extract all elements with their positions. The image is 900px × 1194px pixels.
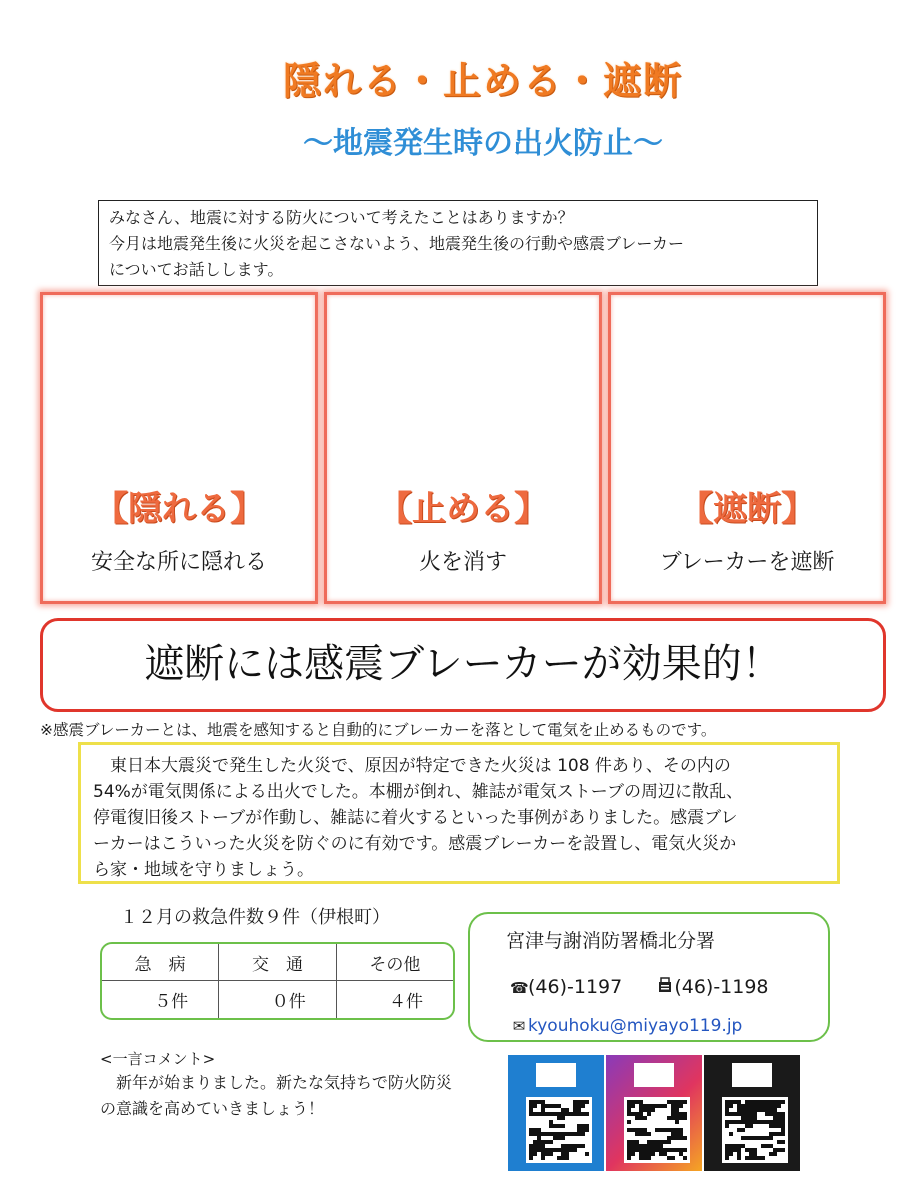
stats-header: その他: [336, 944, 453, 981]
comment-body: 新年が始まりました。新たな気持ちで防火防災の意識を高めていきましょう！: [100, 1073, 452, 1118]
tiktok-qr-tile[interactable]: [704, 1055, 800, 1171]
panel-cutoff: [608, 292, 886, 604]
panel-caption: ブレーカーを遮断: [659, 550, 835, 575]
panel-heading: 【隠れる】: [94, 489, 264, 529]
stats-table: [100, 942, 455, 1020]
page-title: 隠れる・止める・遮断: [282, 59, 683, 103]
comment-heading: <一言コメント>: [100, 1050, 216, 1068]
intro-box: [98, 200, 818, 286]
panel-stop: [324, 292, 602, 604]
page-subtitle: ～地震発生時の出火防止～: [303, 126, 663, 161]
fax-number: (46)-1198: [674, 976, 769, 998]
office-email: [510, 1016, 742, 1036]
qr-code-icon: [722, 1097, 788, 1163]
intro-line: 今月は地震発生後に火災を起こさないよう、地震発生後の行動や感震ブレーカー: [109, 234, 685, 253]
footnote: ※感震ブレーカーとは、地震を感知すると自動的にブレーカーを落として電気を止めるものです。: [40, 721, 717, 739]
banner: 遮断には感震ブレーカーが効果的！: [40, 618, 886, 712]
panel-caption: 安全な所に隠れる: [90, 550, 267, 575]
story-line: 54%が電気関係による出火でした。本棚が倒れ、雑誌が電気ストーブの周辺に散乱、: [93, 782, 743, 802]
story-box: [78, 742, 840, 884]
stats-value: ５件: [154, 992, 189, 1012]
mail-icon: ✉: [512, 1017, 526, 1035]
stats-header: 急 病: [102, 944, 219, 981]
panel-heading: 【止める】: [378, 489, 548, 529]
phone-number: (46)-1197: [528, 976, 623, 998]
fax-icon: [656, 977, 674, 997]
story-line: 停電復旧後ストーブが作動し、雑誌に着火するといった事例がありました。感震ブレ: [93, 808, 738, 828]
stats-value: ０件: [219, 981, 337, 1019]
story-line: 東日本大震災で発生した火災で、原因が特定できた火災は 108 件あり、その内の: [110, 756, 731, 776]
intro-line: みなさん、地震に対する防火について考えたことはありますか？: [109, 208, 574, 227]
office-contact: [510, 976, 769, 998]
qr-code-icon: [624, 1097, 690, 1163]
stats-title: １２月の救急件数９件（伊根町）: [120, 907, 390, 928]
office-name: 宮津与謝消防署橋北分署: [506, 930, 716, 952]
panel-heading: 【遮断】: [679, 489, 815, 529]
instagram-qr-tile[interactable]: [606, 1055, 702, 1171]
facebook-qr-tile[interactable]: [508, 1055, 604, 1171]
stats-header: 交 通: [219, 944, 337, 981]
phone-icon: ☎: [510, 979, 529, 997]
panel-caption: 火を消す: [418, 550, 507, 575]
story-line: ーカーはこういった火災を防ぐのに有効です。感震ブレーカーを設置し、電気火災か: [93, 834, 737, 854]
qr-code-icon: [526, 1097, 592, 1163]
panel-hide: [40, 292, 318, 604]
stats-value: ４件: [336, 981, 453, 1019]
office-box: [468, 912, 830, 1042]
intro-line: についてお話しします。: [109, 260, 284, 279]
story-line: ら家・地域を守りましょう。: [93, 860, 314, 880]
email-address[interactable]: kyouhoku@miyayo119.jp: [528, 1016, 743, 1036]
